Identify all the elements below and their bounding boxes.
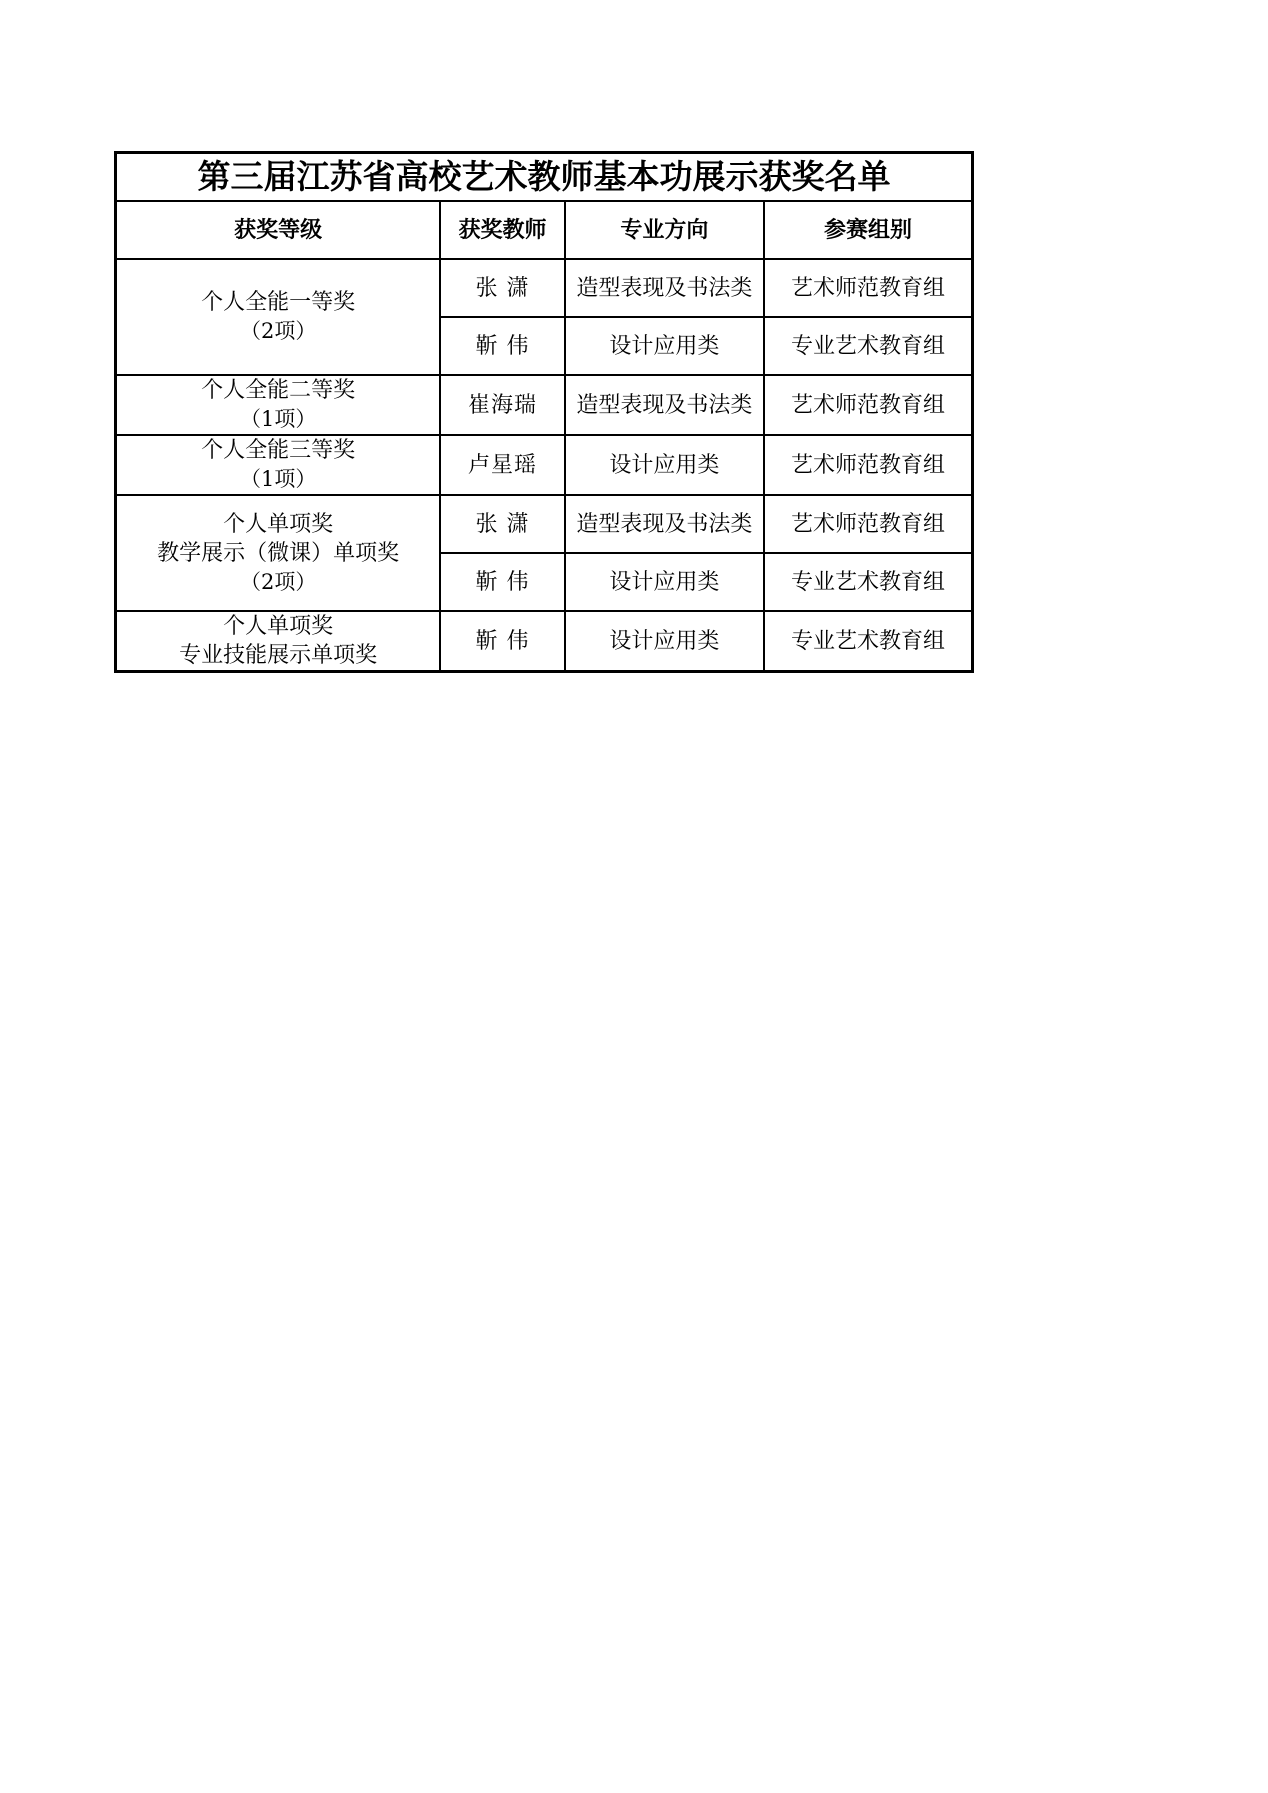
major-cell: 造型表现及书法类 (565, 375, 764, 435)
table-row (116, 611, 973, 672)
table-row (116, 259, 973, 317)
award-level-cell (116, 495, 441, 611)
major-cell: 设计应用类 (565, 435, 764, 495)
award-level-line: 个人全能三等奖 (201, 438, 356, 463)
major-cell: 设计应用类 (565, 553, 764, 611)
teacher-cell: 张 潇 (440, 495, 564, 553)
teacher-cell: 靳 伟 (440, 553, 564, 611)
award-count: （1项） (239, 467, 317, 491)
table-title: 第三届江苏省高校艺术教师基本功展示获奖名单 (116, 153, 973, 202)
group-cell: 艺术师范教育组 (764, 259, 972, 317)
award-level-cell (116, 259, 441, 375)
award-count: （2项） (239, 319, 317, 343)
award-table (114, 151, 974, 673)
major-cell: 造型表现及书法类 (565, 259, 764, 317)
table-row (116, 375, 973, 435)
award-count: （2项） (239, 569, 317, 594)
header-major: 专业方向 (565, 201, 764, 259)
header-teacher: 获奖教师 (440, 201, 564, 259)
group-cell: 艺术师范教育组 (764, 375, 972, 435)
group-cell: 艺术师范教育组 (764, 495, 972, 553)
award-count: （1项） (239, 407, 317, 431)
award-level-line: 教学展示（微课）单项奖 (157, 540, 400, 566)
group-cell: 专业艺术教育组 (764, 611, 972, 672)
header-row (116, 201, 973, 259)
award-level-line: 专业技能展示单项奖 (179, 643, 378, 668)
award-level-line: 个人全能一等奖 (201, 290, 356, 315)
teacher-cell: 张 潇 (440, 259, 564, 317)
award-level-cell (116, 435, 441, 495)
award-level-cell (116, 611, 441, 672)
teacher-cell: 靳 伟 (440, 611, 564, 672)
award-level-line: 个人单项奖 (223, 511, 334, 537)
header-award-level: 获奖等级 (116, 201, 441, 259)
group-cell: 专业艺术教育组 (764, 553, 972, 611)
group-cell: 艺术师范教育组 (764, 435, 972, 495)
table-row (116, 435, 973, 495)
teacher-cell: 卢星瑶 (440, 435, 564, 495)
teacher-cell: 崔海瑞 (440, 375, 564, 435)
award-level-line: 个人单项奖 (223, 614, 334, 639)
table-row (116, 495, 973, 553)
award-level-cell (116, 375, 441, 435)
teacher-cell: 靳 伟 (440, 317, 564, 375)
award-level-line: 个人全能二等奖 (201, 378, 356, 403)
title-row (116, 153, 973, 202)
major-cell: 设计应用类 (565, 611, 764, 672)
major-cell: 造型表现及书法类 (565, 495, 764, 553)
header-group: 参赛组别 (764, 201, 972, 259)
group-cell: 专业艺术教育组 (764, 317, 972, 375)
major-cell: 设计应用类 (565, 317, 764, 375)
